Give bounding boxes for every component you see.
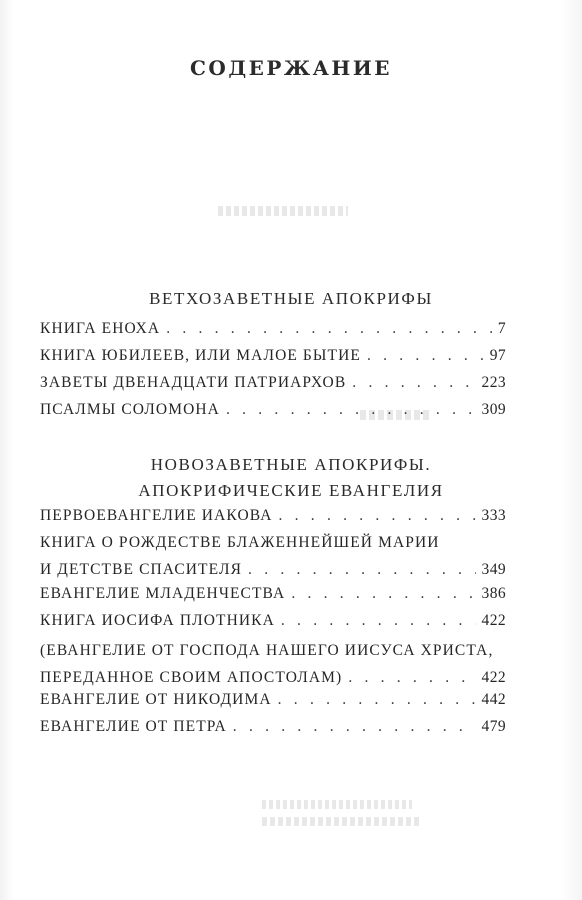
entry-title: КНИГА ЕНОХА	[40, 320, 161, 337]
entry-page-number: 333	[481, 507, 506, 524]
toc-entry	[40, 529, 506, 583]
section-title	[0, 286, 582, 312]
entry-page-number: 309	[481, 401, 506, 418]
dot-leader	[352, 369, 475, 396]
entry-title: ЗАВЕТЫ ДВЕНАДЦАТИ ПАТРИАРХОВ	[40, 374, 347, 391]
entry-page-number: 422	[481, 612, 506, 629]
entry-title: ЕВАНГЕЛИЕ ОТ ПЕТРА	[40, 718, 227, 735]
bleed-through-text	[262, 817, 422, 826]
section-title-line: ВЕТХОЗАВЕТНЫЕ АПОКРИФЫ	[149, 289, 433, 308]
section-title	[0, 452, 582, 504]
dot-leader	[281, 607, 476, 634]
entry-title: ПСАЛМЫ СОЛОМОНА	[40, 401, 220, 418]
entry-page-number: 442	[481, 691, 506, 708]
dot-leader	[291, 580, 475, 607]
entry-title: КНИГА О РОЖДЕСТВЕ БЛАЖЕННЕЙШЕЙ МАРИИ	[40, 534, 440, 551]
section-title-line: АПОКРИФИЧЕСКИЕ ЕВАНГЕЛИЯ	[138, 481, 444, 500]
entry-title: ЕВАНГЕЛИЕ ОТ НИКОДИМА	[40, 691, 272, 708]
section-title-line: НОВОЗАВЕТНЫЕ АПОКРИФЫ.	[150, 455, 432, 474]
entry-page-number: 97	[489, 347, 506, 364]
toc-entry	[40, 580, 506, 607]
toc-entry	[40, 396, 506, 423]
entry-page-number: 7	[497, 320, 506, 337]
entry-title: КНИГА ИОСИФА ПЛОТНИКА	[40, 612, 275, 629]
entry-title: (ЕВАНГЕЛИЕ ОТ ГОСПОДА НАШЕГО ИИСУСА ХРИСТА,	[40, 642, 494, 659]
dot-leader	[166, 315, 492, 342]
toc-entry	[40, 637, 506, 691]
entry-title: ПЕРВОЕВАНГЕЛИЕ ИАКОВА	[40, 507, 273, 524]
dot-leader	[278, 686, 476, 713]
entry-page-number: 479	[481, 718, 506, 735]
page-title: СОДЕРЖАНИЕ	[190, 56, 392, 80]
toc-entry	[40, 502, 506, 529]
dot-leader	[248, 556, 476, 583]
entry-title: ЕВАНГЕЛИЕ МЛАДЕНЧЕСТВА	[40, 585, 286, 602]
dot-leader	[233, 713, 476, 740]
toc-entry	[40, 607, 506, 634]
toc-entry	[40, 686, 506, 713]
dot-leader	[367, 342, 484, 369]
entry-page-number: 349	[481, 561, 506, 578]
dot-leader	[226, 396, 476, 423]
entry-page-number: 386	[481, 585, 506, 602]
toc-entry	[40, 713, 506, 740]
entry-title: И ДЕТСТВЕ СПАСИТЕЛЯ	[40, 561, 243, 578]
dot-leader	[279, 502, 476, 529]
entry-title: ПЕРЕДАННОЕ СВОИМ АПОСТОЛАМ)	[40, 669, 343, 686]
bleed-through-text	[262, 800, 412, 809]
toc-entry	[40, 342, 506, 369]
entry-page-number: 422	[481, 669, 506, 686]
toc-entry	[40, 369, 506, 396]
bleed-through-text	[218, 206, 348, 216]
entry-page-number: 223	[481, 374, 506, 391]
entry-title: КНИГА ЮБИЛЕЕВ, ИЛИ МАЛОЕ БЫТИЕ	[40, 347, 361, 364]
toc-entry	[40, 315, 506, 342]
